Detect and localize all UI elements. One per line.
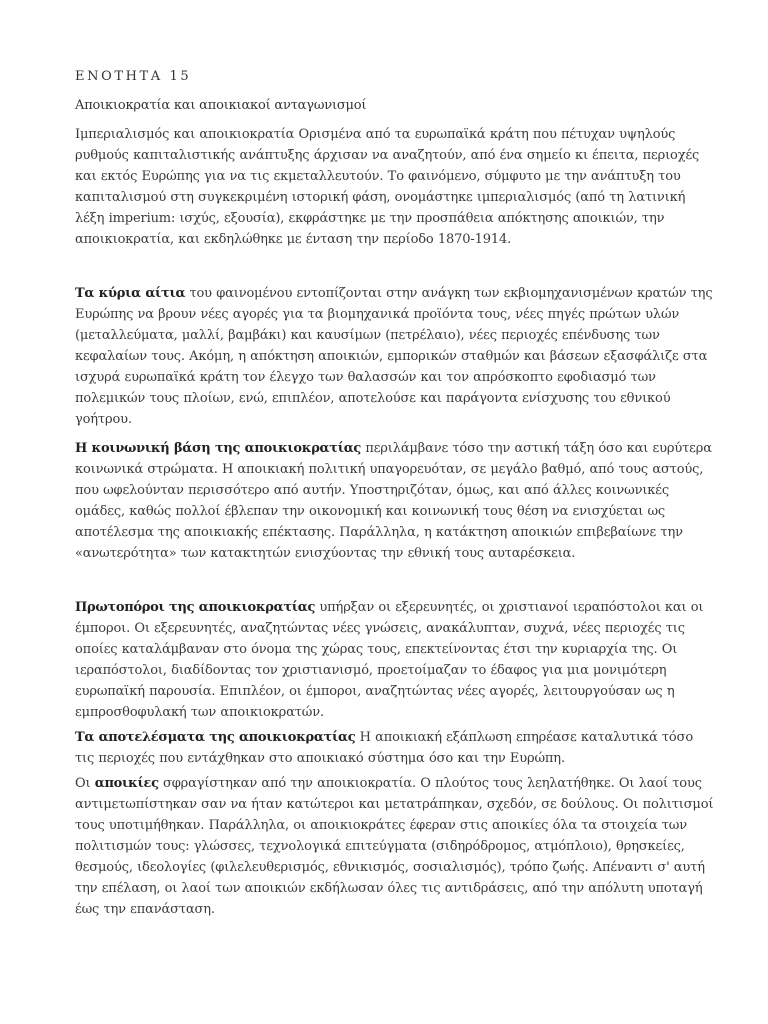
paragraph-prefix: Οι — [75, 776, 95, 791]
paragraph-text: περιλάμβανε τόσο την αστική τάξη όσο και ευρύτερα κοινωνικά στρώματα. Η αποικιακή πολιτική υπαγορευόταν, σε μεγάλο βαθμό, από τους αστούς, που ωφελούνταν περισσότερο από αυτήν. Υποστηριζόταν, όμως, και από άλλες κοινωνικές ομάδες, καθώς πολλοί έβλεπαν την οικονομική και κοινωνική τους θέση να ενισχύεται ως αποτέλεσμα της αποικιακής επέκτασης. Παράλληλα, η κατάκτηση αποικιών επιβεβαίωνε την «ανωτερότητα» των κατακτητών ενισχύοντας την εθνική τους αυταρέσκεια. — [75, 441, 712, 561]
paragraph-results — [75, 727, 715, 769]
paragraph-text: Ιμπεριαλισμός και αποικιοκρατία Ορισμένα από τα ευρωπαϊκά κράτη που πέτυχαν υψηλούς ρυθμούς καπιταλιστικής ανάπτυξης άρχισαν να αναζητούν, από ένα σημείο κι έπειτα, περιοχές και εκτός Ευρώπης για να τις εκμεταλλευτούν. Το φαινόμενο, σύμφυτο με την ανάπτυξη του καπιταλισμού στη συγκεκριμένη ιστορική φάση, ονομάστηκε ιμπεριαλισμός (από τη λατινική λέξη imperium: ισχύς, εξουσία), εκφράστηκε με την προσπάθεια απόκτησης αποικιών, την αποικιοκρατία, και εκδηλώθηκε με ένταση την περίοδο 1870-1914. — [75, 127, 700, 247]
paragraph-social-base — [75, 438, 715, 564]
paragraph-text: σφραγίστηκαν από την αποικιοκρατία. Ο πλούτος τους λεηλατήθηκε. Οι λαοί τους αντιμετωπίστηκαν σαν να ήταν κατώτεροι και μετατράπηκαν, σχεδόν, σε δούλους. Οι πολιτισμοί τους υποτιμήθηκαν. Παράλληλα, οι αποικιοκράτες έφεραν στις αποικίες όλα τα στοιχεία των πολιτισμών τους: γλώσσες, τεχνολογικά επιτεύγματα (σιδηρόδρομος, ατμόπλοιο), θρησκείες, θεσμούς, ιδεολογίες (φιλελευθερισμός, εθνικισμός, σοσιαλισμός), τρόπο ζωής. Απέναντι σ' αυτή την επέλαση, οι λαοί των αποικιών εκδήλωσαν όλες τις αντιδράσεις, από την απόλυτη υποταγή έως την επανάσταση. — [75, 776, 714, 917]
paragraph-colonies — [75, 773, 715, 920]
paragraph-bold-lead: Η κοινωνική βάση της αποικιοκρατίας — [75, 441, 362, 456]
paragraph-bold-lead: Τα αποτελέσματα της αποικιοκρατίας — [75, 730, 356, 745]
paragraph-pioneers — [75, 597, 715, 723]
paragraph-text: του φαινομένου εντοπίζονται στην ανάγκη των εκβιομηχανισμένων κρατών της Ευρώπης να βρουν νέες αγορές για τα βιομηχανικά προϊόντα τους, νέες πηγές πρώτων υλών (μεταλλεύματα, μαλλί, βαμβάκι) και καυσίμων (πετρέλαιο), νέες περιοχές επένδυσης των κεφαλαίων τους. Ακόμη, η απόκτηση αποικιών, εμπορικών σταθμών και βάσεων εξασφάλιζε στα ισχυρά ευρωπαϊκά κράτη τον έλεγχο των θαλασσών και τον απρόσκοπτο εφοδιασμό των πολεμικών τους πλοίων, ενώ, επιπλέον, αποτελούσε και παράγοντα ενίσχυσης του εθνικού γοήτρου. — [75, 286, 713, 427]
section-subtitle: Αποικιοκρατία και αποικιακοί ανταγωνισμοί — [75, 98, 367, 113]
paragraph-imperialism — [75, 124, 715, 250]
paragraph-text: Η αποικιακή εξάπλωση επηρέασε καταλυτικά τόσο τις περιοχές που εντάχθηκαν στο αποικιακό σύστημα όσο και την Ευρώπη. — [75, 730, 694, 766]
paragraph-main-causes — [75, 283, 715, 430]
paragraph-bold-lead: Πρωτοπόροι της αποικιοκρατίας — [75, 600, 316, 615]
paragraph-bold-lead: Τα κύρια αίτια — [75, 286, 186, 301]
paragraph-text: υπήρξαν οι εξερευνητές, οι χριστιανοί ιεραπόστολοι και οι έμποροι. Οι εξερευνητές, αναζητώντας νέες γνώσεις, ανακάλυπταν, συχνά, νέες περιοχές τις οποίες καταλάμβαναν στο όνομα της χώρας τους, επεκτείνοντας έτσι την κυριαρχία της. Οι ιεραπόστολοι, διαδίδοντας τον χριστιανισμό, προετοίμαζαν το έδαφος για μια μονιμότερη ευρωπαϊκή παρουσία. Επιπλέον, οι έμποροι, αναζητώντας νέες αγορές, λειτουργούσαν ως η εμπροσθοφυλακή των αποικιοκρατών. — [75, 600, 704, 720]
paragraph-bold-lead: αποικίες — [94, 776, 159, 791]
chapter-heading: ΕΝΟΤΗΤΑ 15 — [75, 69, 192, 84]
